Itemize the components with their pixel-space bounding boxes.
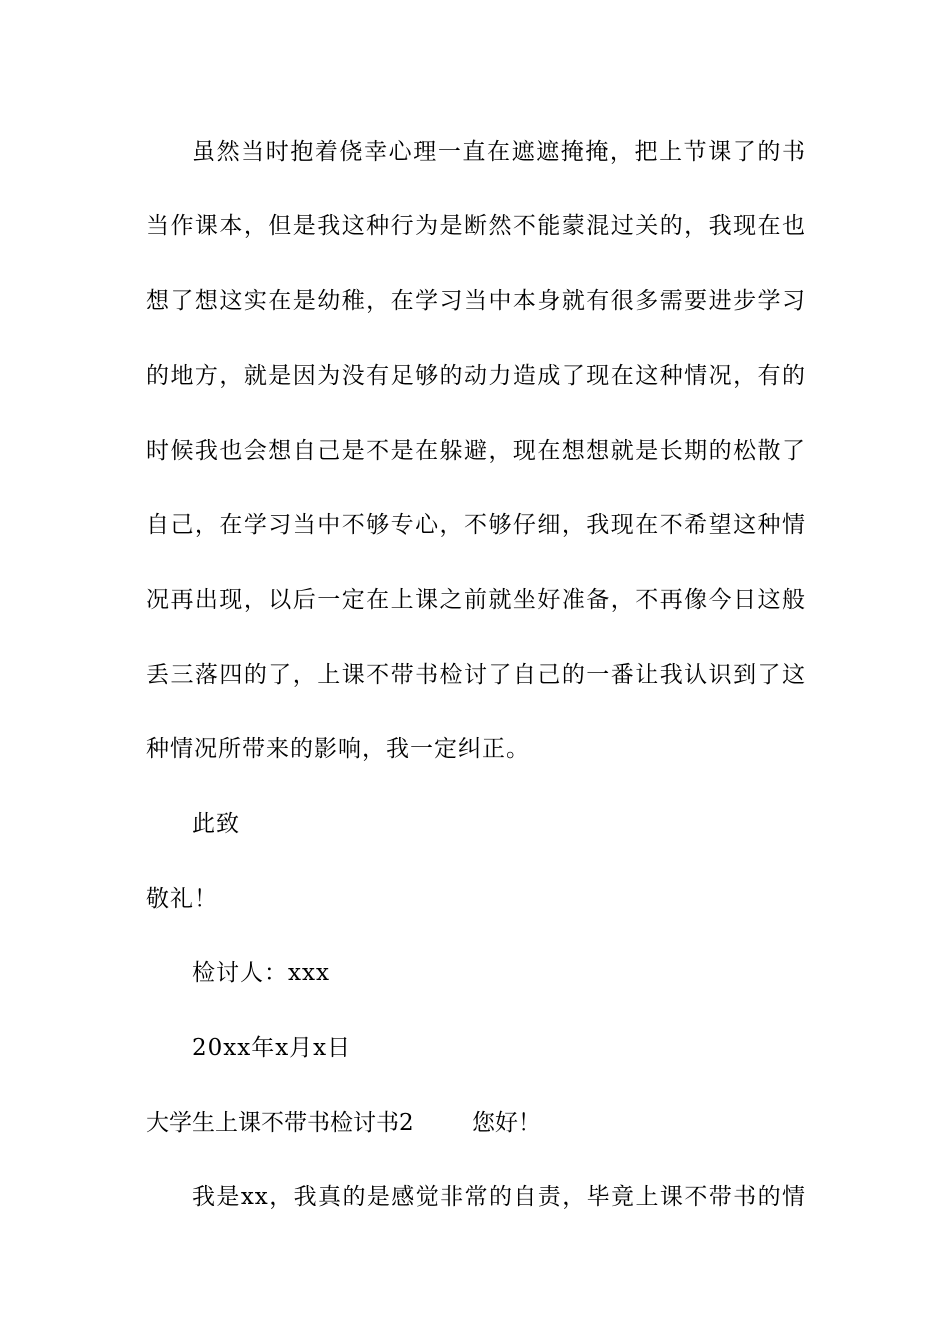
paragraph-line: 想了想这实在是幼稚，在学习当中本身就有很多需要进步学习 xyxy=(146,288,806,314)
paragraph-line: 自己，在学习当中不够专心，不够仔细，我现在不希望这种情 xyxy=(146,512,806,538)
paragraph-line: 时候我也会想自己是不是在躲避，现在想想就是长期的松散了 xyxy=(146,438,806,464)
paragraph-line: 丢三落四的了，上课不带书检讨了自己的一番让我认识到了这 xyxy=(146,662,806,688)
date-line: 20xx年x月x日 xyxy=(192,1035,352,1061)
closing-respect: 敬礼！ xyxy=(146,886,218,912)
paragraph-line: 我是xx，我真的是感觉非常的自责，毕竟上课不带书的情 xyxy=(192,1184,806,1210)
paragraph-line: 的地方，就是因为没有足够的动力造成了现在这种情况，有的 xyxy=(146,363,806,389)
paragraph-line: 虽然当时抱着侥幸心理一直在遮遮掩掩，把上节课了的书 xyxy=(192,139,806,165)
section-greeting: 您好！ xyxy=(472,1110,541,1136)
paragraph-line: 况再出现，以后一定在上课之前就坐好准备，不再像今日这般 xyxy=(146,587,806,613)
section-heading-row xyxy=(146,1108,806,1138)
section-title: 大学生上课不带书检讨书2 xyxy=(146,1110,414,1136)
paragraph-line: 当作课本，但是我这种行为是断然不能蒙混过关的，我现在也 xyxy=(146,213,806,239)
closing-salutation: 此致 xyxy=(192,811,240,837)
signer-line: 检讨人：xxx xyxy=(192,960,330,986)
paragraph-last-line: 种情况所带来的影响，我一定纠正。 xyxy=(146,736,530,762)
